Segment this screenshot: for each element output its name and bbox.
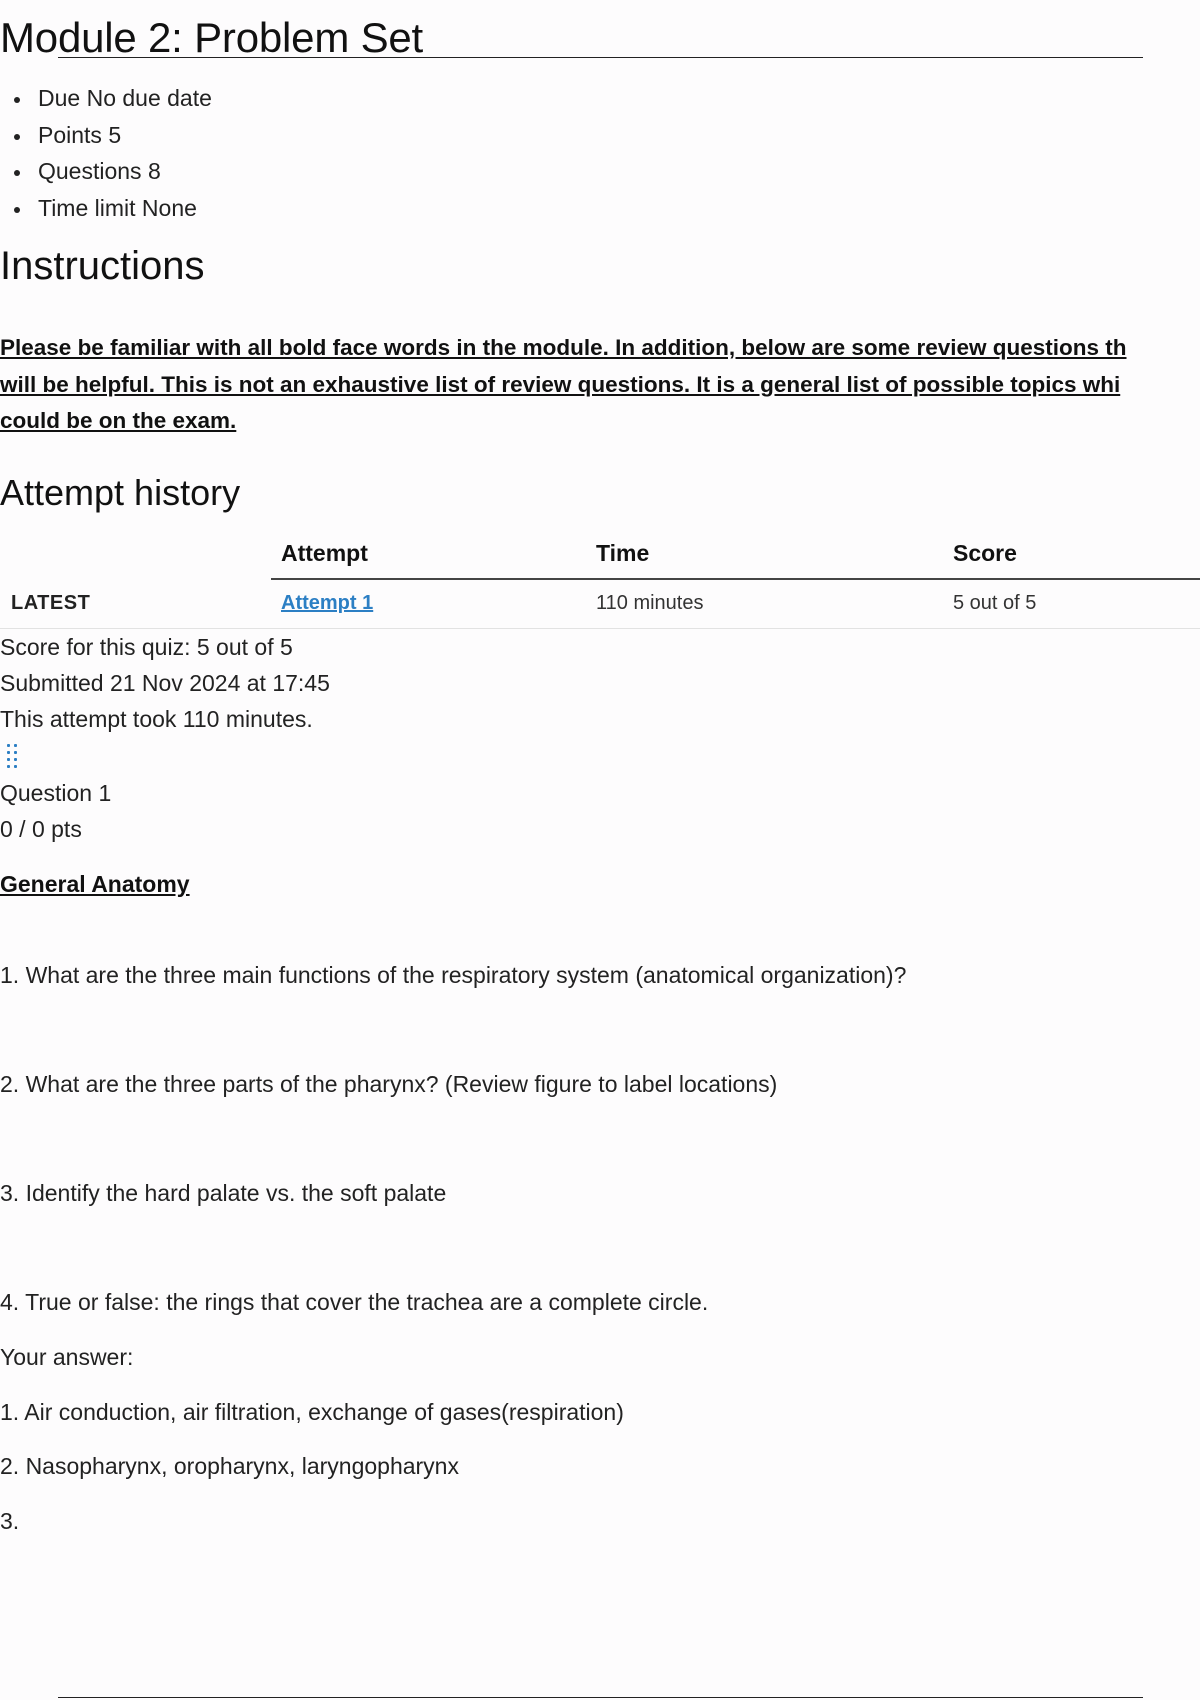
answer-item: 1. Air conduction, air filtration, exchange of gases(respiration): [0, 1399, 624, 1425]
attempt-time: 110 minutes: [596, 592, 704, 614]
column-header-time: Time: [596, 540, 650, 566]
title-underline: [58, 57, 1143, 58]
column-header-score: Score: [953, 540, 1017, 566]
attempt-history-heading: Attempt history: [0, 472, 241, 513]
answer-item: 2. Nasopharynx, oropharynx, laryngopharynx: [0, 1453, 459, 1479]
meta-due: Due No due date: [0, 80, 212, 117]
meta-time-limit: Time limit None: [0, 190, 212, 227]
attempt-duration-text: This attempt took 110 minutes.: [0, 706, 313, 732]
attempt-1-link[interactable]: Attempt 1: [281, 592, 374, 614]
instructions-line: could be on the exam.: [0, 408, 237, 433]
question-item: 1. What are the three main functions of the respiratory system (anatomical organization)?: [0, 962, 907, 988]
column-header-attempt: Attempt: [281, 540, 368, 566]
submitted-text: Submitted 21 Nov 2024 at 17:45: [0, 670, 330, 696]
answer-item: 3.: [0, 1508, 20, 1534]
quiz-score-text: Score for this quiz: 5 out of 5: [0, 634, 293, 660]
question-item: 3. Identify the hard palate vs. the soft palate: [0, 1180, 447, 1206]
question-item: 2. What are the three parts of the pharynx? (Review figure to label locations): [0, 1071, 778, 1097]
question-title: Question 1: [0, 780, 112, 806]
table-row-divider: [0, 628, 1200, 629]
latest-badge: LATEST: [11, 592, 91, 614]
quiz-meta-list: [0, 80, 212, 226]
instructions-line: will be helpful. This is not an exhaustive list of review questions. It is a general list of possible topics whi: [0, 371, 1121, 397]
section-heading: General Anatomy: [0, 871, 190, 897]
page-title: Module 2: Problem Set: [0, 14, 424, 61]
your-answer-label: Your answer:: [0, 1344, 134, 1370]
instructions-text: [0, 330, 1200, 440]
question-item: 4. True or false: the rings that cover the trachea are a complete circle.: [0, 1289, 709, 1315]
table-header-divider: [271, 578, 1200, 580]
question-points: 0 / 0 pts: [0, 816, 82, 842]
attempt-score: 5 out of 5: [953, 592, 1037, 614]
meta-questions: Questions 8: [0, 153, 212, 190]
drag-handle-icon[interactable]: [7, 744, 19, 770]
page-bottom-rule: [58, 1697, 1143, 1698]
instructions-line: Please be familiar with all bold face words in the module. In addition, below are some review questions th: [0, 335, 1127, 360]
instructions-heading: Instructions: [0, 244, 205, 288]
meta-points: Points 5: [0, 117, 212, 154]
